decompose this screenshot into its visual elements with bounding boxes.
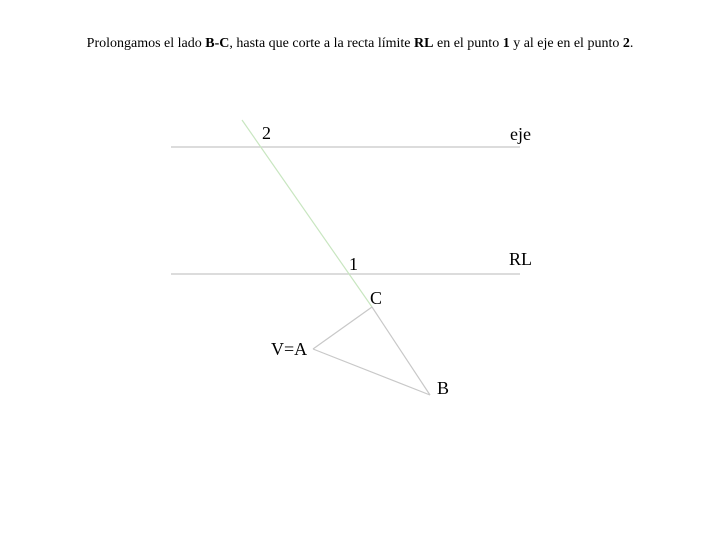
- caption-text-2: , hasta que corte a la recta límite: [229, 36, 415, 51]
- label-b: B: [437, 378, 450, 398]
- caption-bold-rl: RL: [414, 36, 434, 51]
- label-eje: eje: [510, 124, 531, 144]
- caption-bold-1: 1: [502, 36, 510, 51]
- bc-extension-line: [242, 120, 372, 307]
- label-va: V=A: [271, 339, 308, 359]
- caption-text-3: en el punto: [433, 36, 503, 51]
- label-point-1: 1: [349, 254, 358, 274]
- caption-bold-2: 2: [622, 36, 630, 51]
- caption-text-4: y al eje en el punto: [509, 36, 623, 51]
- caption-text-5: .: [629, 36, 634, 51]
- label-c: C: [370, 288, 383, 308]
- label-rl: RL: [509, 249, 533, 269]
- side-va-b: [313, 349, 430, 395]
- caption-bold-bc: B-C: [205, 36, 230, 51]
- label-point-2: 2: [262, 123, 271, 143]
- side-va-c: [313, 307, 372, 349]
- side-c-b: [372, 307, 430, 395]
- caption-text-1: Prolongamos el lado: [86, 36, 206, 51]
